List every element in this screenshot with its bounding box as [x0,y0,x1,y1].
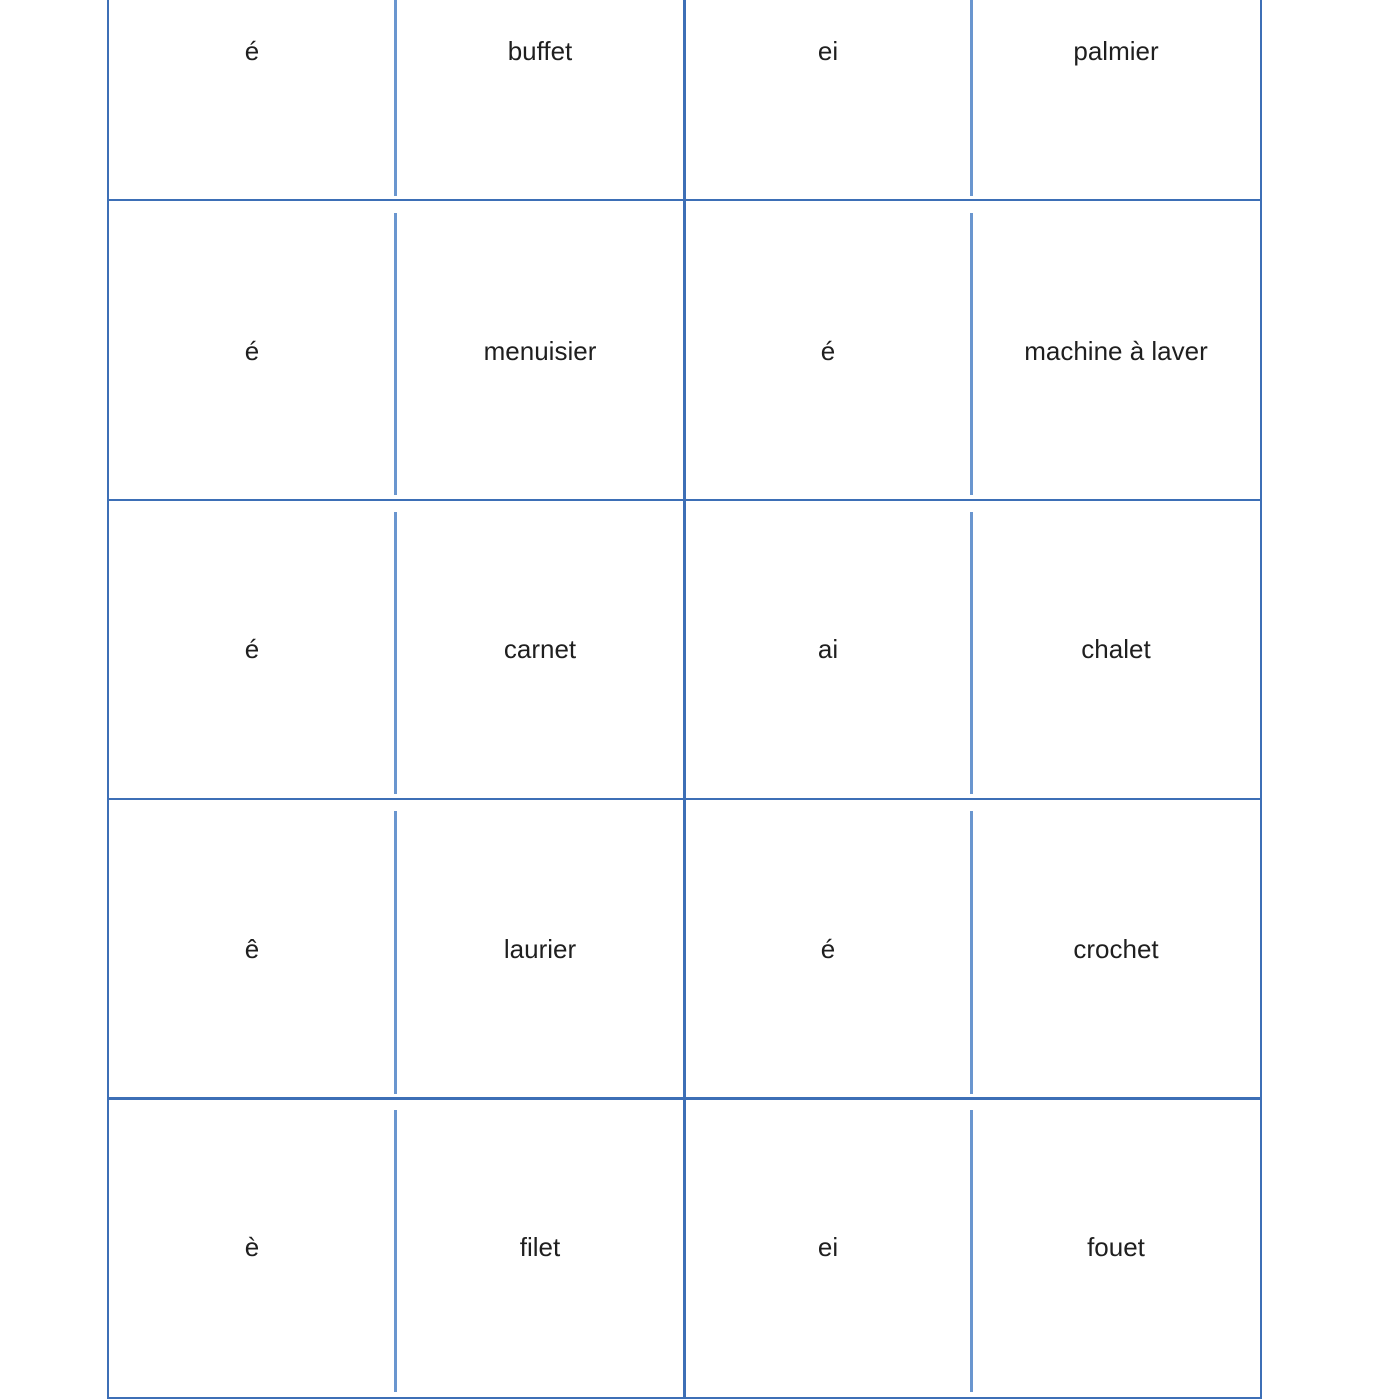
word-label: crochet [1073,934,1159,964]
sound-label: ai [817,634,839,664]
word-label: filet [519,1232,561,1262]
word-label: machine à laver [1024,336,1208,366]
sound-label: é [820,934,836,964]
word-label: carnet [503,634,577,664]
sound-label: ê [244,934,260,964]
sound-label: é [820,336,836,366]
fold-line [394,0,397,196]
card [684,0,1262,201]
word-label: palmier [1073,36,1159,66]
sound-label: é [244,36,260,66]
word-label: laurier [503,934,577,964]
word-label: menuisier [483,336,597,366]
word-label: chalet [1081,634,1151,664]
sound-label: é [244,634,260,664]
word-label: buffet [507,36,573,66]
word-label: fouet [1087,1232,1145,1262]
sound-label: ei [817,36,839,66]
sound-label: é [244,336,260,366]
sound-label: ei [817,1232,839,1262]
sound-label: è [244,1232,260,1262]
fold-line [970,0,973,196]
